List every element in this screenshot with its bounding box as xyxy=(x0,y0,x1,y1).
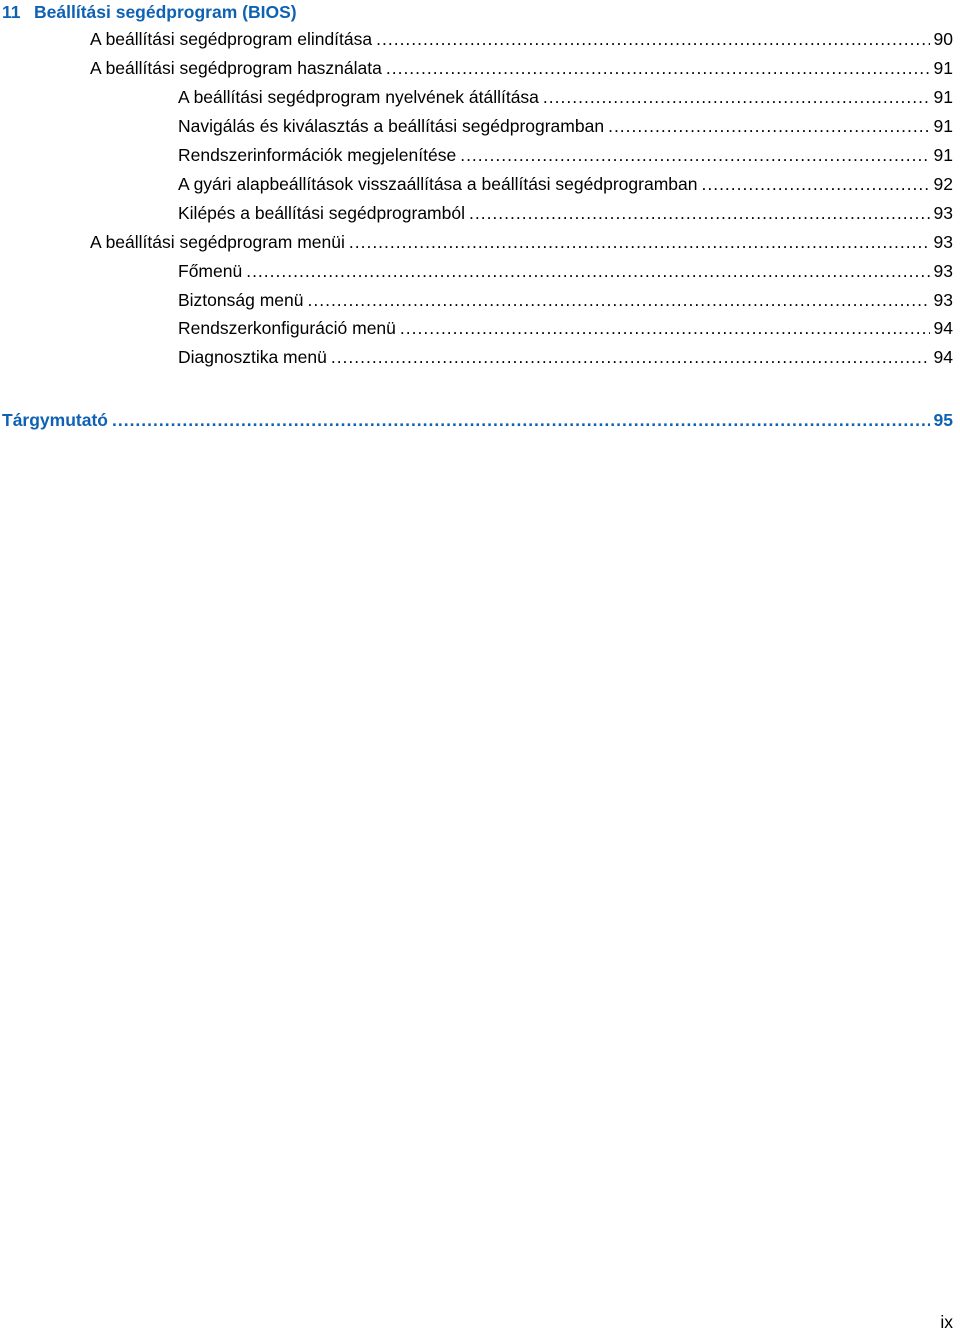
toc-entry-title: Diagnosztika menü xyxy=(178,347,327,367)
dot-leader xyxy=(608,114,929,138)
toc-entry[interactable] xyxy=(178,172,953,196)
toc-entry-page: 91 xyxy=(933,116,953,136)
dot-leader xyxy=(469,201,930,225)
toc-entry[interactable] xyxy=(178,143,953,167)
toc-entry-page: 91 xyxy=(933,87,953,107)
toc-entry-title: Navigálás és kiválasztás a beállítási segédprogramban xyxy=(178,116,605,136)
toc-entry-title: Rendszerkonfiguráció menü xyxy=(178,318,396,338)
toc-entry-title: A beállítási segédprogram használata xyxy=(90,58,382,78)
toc-entry-page: 94 xyxy=(933,318,953,338)
toc-entry-page: 94 xyxy=(933,347,953,367)
page-number: ix xyxy=(940,1312,953,1332)
chapter-title: Beállítási segédprogram (BIOS) xyxy=(34,2,297,22)
toc-entry-title: A gyári alapbeállítások visszaállítása a beállítási segédprogramban xyxy=(178,174,698,194)
dot-leader xyxy=(246,259,929,283)
dot-leader xyxy=(386,56,930,80)
toc-entry[interactable] xyxy=(178,259,953,283)
toc-entry-page: 93 xyxy=(933,232,953,252)
toc-entry[interactable] xyxy=(178,316,953,340)
chapter-number: 11 xyxy=(2,2,21,22)
toc-entry[interactable] xyxy=(178,85,953,109)
toc-entry-title: Biztonság menü xyxy=(178,290,304,310)
toc-entry-title: A beállítási segédprogram elindítása xyxy=(90,29,373,49)
dot-leader xyxy=(112,408,930,432)
dot-leader xyxy=(308,288,930,312)
toc-entry[interactable] xyxy=(178,288,953,312)
toc-entry-title: A beállítási segédprogram nyelvének átállítása xyxy=(178,87,539,107)
toc-entry[interactable] xyxy=(178,114,953,138)
dot-leader xyxy=(331,345,930,369)
index-title: Tárgymutató xyxy=(2,410,108,430)
toc-entry-page: 93 xyxy=(933,261,953,281)
toc-entry-page: 92 xyxy=(933,174,953,194)
toc-index-entry[interactable] xyxy=(2,408,953,432)
toc-entry[interactable] xyxy=(178,345,953,369)
toc-entry-page: 91 xyxy=(933,145,953,165)
chapter-heading[interactable] xyxy=(2,0,297,24)
toc-entry-page: 90 xyxy=(933,29,953,49)
toc-entry[interactable] xyxy=(90,27,953,51)
dot-leader xyxy=(400,316,930,340)
toc-entry-page: 91 xyxy=(933,58,953,78)
toc-entry[interactable] xyxy=(90,230,953,254)
dot-leader xyxy=(460,143,929,167)
dot-leader xyxy=(376,27,929,51)
dot-leader xyxy=(701,172,929,196)
toc-entry[interactable] xyxy=(90,56,953,80)
toc-entry-title: Kilépés a beállítási segédprogramból xyxy=(178,203,465,223)
toc-entry-title: Rendszerinformációk megjelenítése xyxy=(178,145,457,165)
toc-entry-page: 93 xyxy=(933,203,953,223)
index-page: 95 xyxy=(933,410,953,430)
toc-entry[interactable] xyxy=(178,201,953,225)
toc-entry-page: 93 xyxy=(933,290,953,310)
toc-entry-title: A beállítási segédprogram menüi xyxy=(90,232,345,252)
dot-leader xyxy=(543,85,930,109)
toc-entry-title: Főmenü xyxy=(178,261,243,281)
dot-leader xyxy=(349,230,930,254)
